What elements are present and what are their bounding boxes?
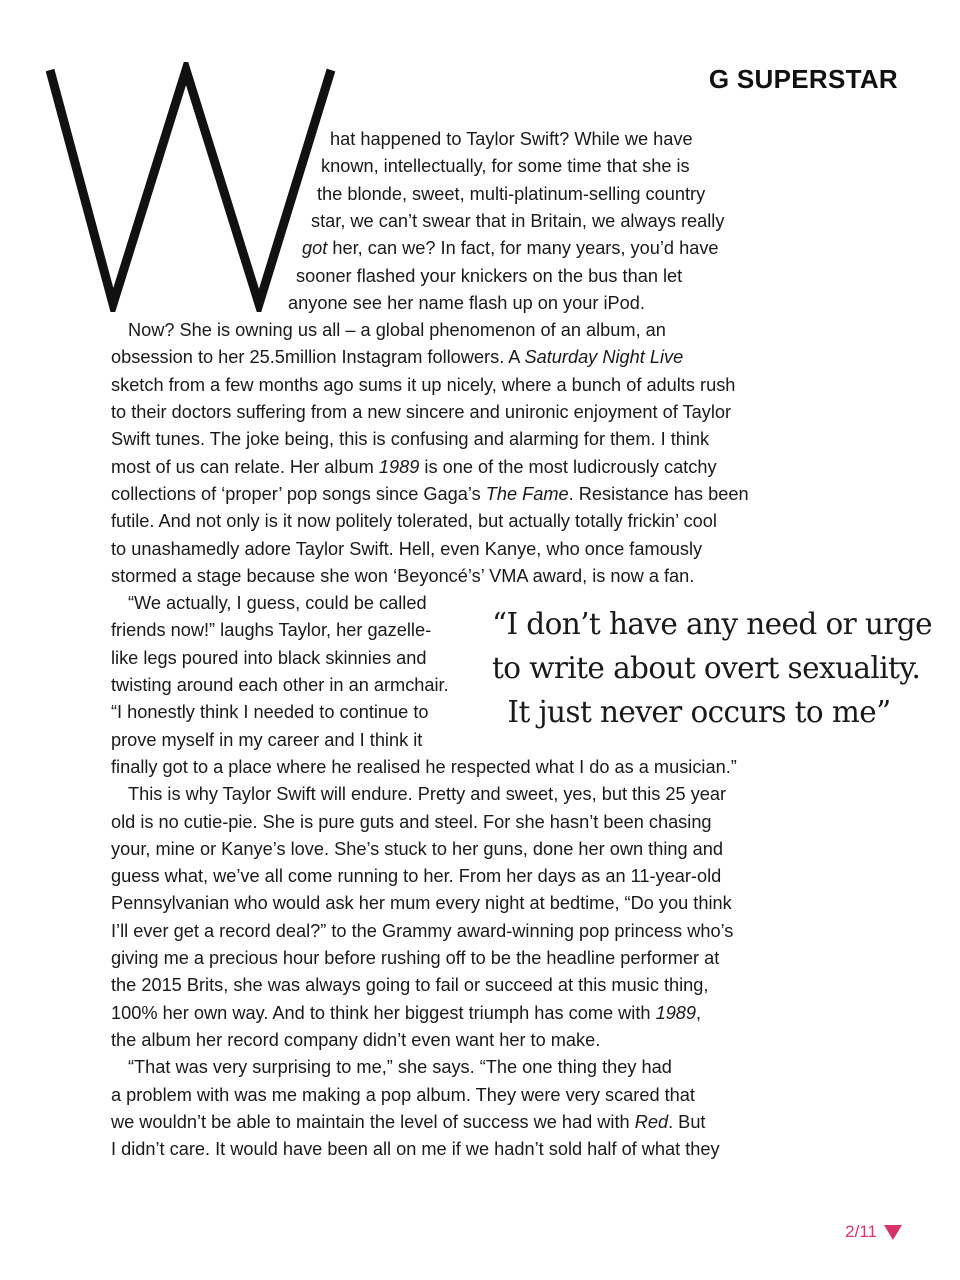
article-text: “I honestly think I needed to continue to	[111, 702, 429, 723]
article-line	[128, 1054, 672, 1081]
article-text: collections of ‘proper’ pop songs since Gaga’s	[111, 483, 486, 504]
article-line	[311, 208, 724, 235]
article-text: the 2015 Brits, she was always going to fail or succeed at this music thing,	[111, 975, 709, 996]
article-text: 100% her own way. And to think her biggest triumph has come with	[111, 1002, 656, 1023]
page-number: 2/11	[845, 1222, 877, 1241]
article-line	[128, 781, 726, 808]
article-line	[111, 426, 709, 453]
article-line	[111, 1027, 600, 1054]
article-text: The Fame	[485, 483, 569, 504]
article-text: the blonde, sweet, multi-platinum-selling country	[317, 183, 706, 204]
article-line	[317, 181, 705, 208]
article-line	[111, 536, 702, 563]
article-text: This is why Taylor Swift will endure. Pretty and sweet, yes, but this 25 year	[128, 784, 727, 805]
article-line	[128, 317, 666, 344]
article-text: 1989	[655, 1002, 697, 1023]
article-line	[302, 235, 719, 262]
article-line	[111, 617, 431, 644]
article-line	[111, 1082, 695, 1109]
article-line	[111, 836, 723, 863]
article-line	[111, 809, 712, 836]
article-text: like legs poured into black skinnies and	[111, 647, 427, 668]
article-line	[111, 563, 694, 590]
dropcap-letter	[46, 62, 336, 312]
article-text: known, intellectually, for some time that she is	[321, 156, 690, 177]
article-line	[330, 126, 693, 153]
article-text: finally got to a place where he realised he respected what I do as a musician.”	[111, 756, 737, 777]
article-text: prove myself in my career and I think it	[111, 729, 423, 750]
article-text: is one of the most ludicrously catchy	[419, 456, 717, 477]
article-text: anyone see her name flash up on your iPod.	[288, 292, 645, 313]
article-line	[111, 1000, 701, 1027]
article-text: twisting around each other in an armchair.	[111, 675, 449, 695]
article-line	[111, 344, 683, 371]
article-line	[111, 727, 422, 754]
article-text: stormed a stage because she won ‘Beyoncé’s’ VMA award, is now a fan.	[111, 565, 695, 586]
article-line	[111, 481, 749, 508]
article-line	[111, 1136, 720, 1163]
article-text: sketch from a few months ago sums it up nicely, where a bunch of adults rush	[111, 374, 736, 395]
article-text: Swift tunes. The joke being, this is confusing and alarming for them. I think	[111, 429, 710, 450]
article-text: 1989	[378, 456, 420, 477]
article-line	[111, 754, 737, 781]
pull-quote	[492, 602, 932, 734]
article-text: Now? She is owning us all – a global phenomenon of an album, an	[128, 320, 666, 341]
article-text: Pennsylvanian who would ask her mum every night at bedtime, “Do you think	[111, 893, 732, 914]
article-line	[111, 399, 731, 426]
article-text: your, mine or Kanye’s love. She’s stuck to her guns, done her own thing and	[111, 838, 724, 859]
page-navigation[interactable]	[845, 1222, 902, 1242]
article-text: “We actually, I guess, could be called	[128, 593, 427, 614]
article-text: her, can we? In fact, for many years, you’d have	[327, 238, 719, 259]
article-text: friends now!” laughs Taylor, her gazelle-	[111, 620, 432, 641]
article-text: hat happened to Taylor Swift? While we have	[330, 129, 693, 149]
article-line	[288, 290, 645, 317]
article-line	[128, 590, 427, 617]
article-text: . Resistance has been	[568, 483, 749, 504]
article-line	[111, 863, 721, 890]
article-text: Red	[634, 1111, 669, 1132]
article-text: most of us can relate. Her album	[111, 456, 379, 477]
article-text: to their doctors suffering from a new sincere and unironic enjoyment of Taylor	[111, 402, 732, 422]
article-text: “That was very surprising to me,” she says. “The one thing they had	[128, 1057, 672, 1078]
article-line	[321, 153, 690, 180]
article-text: Saturday Night Live	[524, 347, 684, 368]
article-text: ,	[696, 1002, 702, 1023]
article-text: obsession to her 25.5million Instagram followers. A	[111, 347, 525, 368]
article-line	[111, 372, 735, 399]
pull-quote-line: “I don’t have any need or urge	[492, 607, 932, 641]
dropcap-glyph	[46, 62, 336, 312]
article-line	[111, 454, 717, 481]
article-text: guess what, we’ve all come running to her. From her days as an 11-year-old	[111, 866, 722, 887]
pull-quote-line: It just never occurs to me”	[507, 695, 891, 729]
article-text: we wouldn’t be able to maintain the level of success we had with	[111, 1111, 635, 1132]
article-line	[111, 890, 732, 917]
article-text: giving me a precious hour before rushing off to be the headline performer at	[111, 948, 720, 968]
article-text: futile. And not only is it now politely tolerated, but actually totally frickin’ cool	[111, 511, 717, 532]
pull-quote-line: to write about overt sexuality.	[492, 651, 921, 685]
article-line	[111, 972, 708, 999]
article-line	[111, 508, 717, 535]
article-line	[296, 263, 682, 290]
section-title: G SUPERSTAR	[708, 64, 898, 94]
article-line	[111, 672, 449, 699]
article-text: I didn’t care. It would have been all on me if we hadn’t sold half of what they	[111, 1139, 720, 1160]
article-text: to unashamedly adore Taylor Swift. Hell, even Kanye, who once famously	[111, 538, 703, 559]
article-text: . But	[668, 1111, 706, 1132]
article-line	[111, 918, 733, 945]
article-line	[111, 1109, 705, 1136]
article-line	[111, 945, 719, 972]
article-text: a problem with was me making a pop album. They were very scared that	[111, 1084, 695, 1105]
article-text: old is no cutie-pie. She is pure guts and steel. For she hasn’t been chasing	[111, 811, 712, 832]
next-page-arrow-icon[interactable]	[884, 1225, 902, 1240]
article-text: star, we can’t swear that in Britain, we always really	[311, 210, 725, 231]
article-text: the album her record company didn’t even want her to make.	[111, 1029, 601, 1050]
article-text: I’ll ever get a record deal?” to the Grammy award-winning pop princess who’s	[111, 920, 734, 941]
article-text: got	[302, 238, 328, 259]
article-line	[111, 645, 426, 672]
article-text: sooner flashed your knickers on the bus than let	[296, 265, 683, 286]
article-line	[111, 699, 428, 726]
